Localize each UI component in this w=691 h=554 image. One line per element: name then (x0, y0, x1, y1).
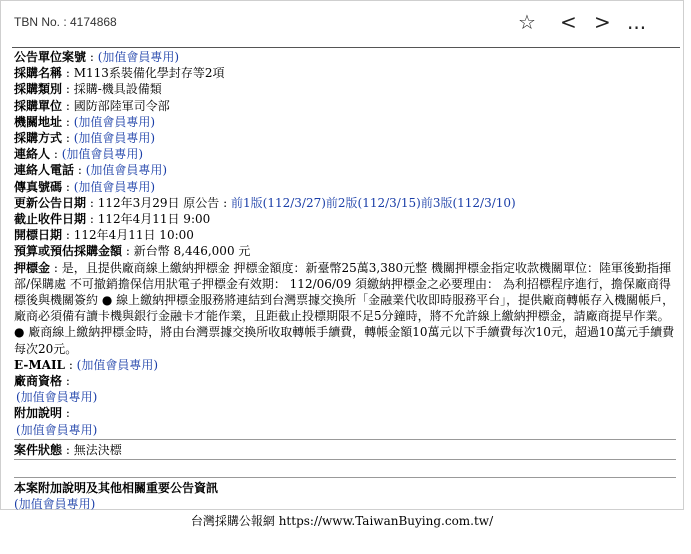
divider (14, 459, 676, 460)
row-qualification-value (14, 389, 676, 405)
label-remarks: 附加說明 (14, 406, 63, 421)
value-category: 採購-機具設備類 (73, 82, 162, 97)
value-opening: 112年4月11日 10:00 (73, 228, 194, 243)
value-updated: 112年3月29日 原公告 : (97, 195, 228, 210)
row-related (14, 480, 676, 496)
row-fax: 傳真號碼 : (加值會員專用) (14, 179, 156, 194)
link-email[interactable]: (加值會員專用) (76, 357, 159, 372)
link-method[interactable]: (加值會員專用) (73, 131, 156, 146)
value-name: M113系裝備化學封存等2項 (73, 66, 225, 81)
label-updated: 更新公告日期 (14, 195, 87, 210)
row-phone: 連絡人電話 : (加值會員專用) (14, 163, 168, 178)
row-qualification: 廠商資格 : (14, 374, 70, 389)
row-remarks: 附加說明 : (14, 406, 70, 421)
label-address: 機關地址 (14, 114, 63, 129)
link-phone[interactable]: (加值會員專用) (85, 163, 168, 178)
row-related-value (14, 496, 676, 512)
link-version-1[interactable]: 前1版(112/3/27) (231, 195, 326, 210)
link-address[interactable]: (加值會員專用) (73, 114, 156, 129)
label-name: 採購名稱 (14, 66, 63, 81)
label-budget: 預算或預估採購金額 (14, 244, 123, 259)
label-deposit: 押標金 (14, 260, 51, 275)
footer: 台灣採購公報網 https://www.TaiwanBuying.com.tw/ (190, 514, 494, 528)
link-remarks[interactable]: (加值會員專用) (16, 422, 98, 437)
label-category: 採購類別 (14, 82, 63, 97)
value-deadline: 112年4月11日 9:00 (97, 212, 211, 227)
row-opening: 開標日期 : 112年4月11日 10:00 (14, 228, 194, 243)
star-icon[interactable]: ☆ (518, 10, 536, 34)
label-related: 本案附加說明及其他相關重要公告資訊 (14, 481, 219, 496)
row-method: 採購方式 : (加值會員專用) (14, 131, 156, 146)
label-status: 案件狀態 (14, 442, 63, 457)
value-budget: 新台幣 8,446,000 元 (133, 244, 251, 259)
value-status: 無法決標 (73, 442, 122, 457)
row-remarks-value (14, 422, 676, 438)
label-agency: 公告單位案號 (14, 50, 87, 64)
divider (14, 477, 676, 478)
label-unit: 採購單位 (14, 98, 63, 113)
link-version-3[interactable]: 前3版(112/3/10) (420, 195, 516, 210)
value-deposit: 是，且提供廠商線上繳納押標金 押標金額度：新臺幣25萬3,380元整 機關押標金指定收款機關單位：陸軍後勤指揮部/保購處 不可撤銷擔保信用狀電子押標金有效期： 112/06/09 須繳納押標金之必要理由： 為利招標程序進行，擔保廠商得標後與機關簽約 ● 線上繳納押標金服務將連結到台灣票據交換所「金融業代收即時服務平台」，提供廠商轉帳存入機關帳戶，廠商必須備有讀卡機與銀行金融卡才能作業，且距截止投標期限不足5分鐘時，將不允許線上繳納押標金，請廠商提早作業。 ● 廠商線上繳納押標金時，將由台灣票據交換所收取轉帳手續費，轉帳金額10萬元以下手續費每次10元，超過10萬元手續費每次20元。 (14, 260, 675, 356)
link-agency[interactable]: (加值會員專用) (97, 50, 180, 64)
row-budget: 預算或預估採購金額 : 新台幣 8,446,000 元 (14, 244, 251, 259)
row-email: E-MAIL : (加值會員專用) (14, 357, 159, 372)
label-qualification: 廠商資格 (14, 374, 63, 389)
row-unit: 採購單位 : 國防部陸軍司令部 (14, 98, 170, 113)
link-related[interactable]: (加值會員專用) (14, 497, 96, 512)
label-contact: 連絡人 (14, 147, 51, 162)
link-contact[interactable]: (加值會員專用) (61, 147, 144, 162)
top-divider (12, 47, 680, 48)
link-version-2[interactable]: 前2版(112/3/15) (325, 195, 421, 210)
label-phone: 連絡人電話 (14, 163, 75, 178)
row-deadline: 截止收件日期 : 112年4月11日 9:00 (14, 212, 211, 227)
more-icon[interactable]: ... (627, 10, 647, 34)
row-address: 機關地址 : (加值會員專用) (14, 114, 156, 129)
label-email: E-MAIL (14, 357, 65, 372)
label-method: 採購方式 (14, 131, 63, 146)
next-icon[interactable]: > (594, 10, 611, 34)
tbn-number: TBN No. : 4174868 (14, 15, 117, 29)
row-name: 採購名稱 : M113系裝備化學封存等2項 (14, 66, 225, 81)
row-category: 採購類別 : 採購-機具設備類 (14, 82, 162, 97)
divider (14, 439, 676, 440)
link-fax[interactable]: (加值會員專用) (73, 179, 156, 194)
link-qualification[interactable]: (加值會員專用) (16, 390, 98, 405)
row-contact: 連絡人 : (加值會員專用) (14, 147, 144, 162)
header-bar (14, 10, 674, 36)
row-deposit: 押標金 : 是，且提供廠商線上繳納押標金 押標金額度：新臺幣25萬3,380元整 機關押標金指定收款機關單位：陸軍後勤指揮部/保購處 不可撤銷擔保信用狀電子押標金有效期： 112/06/09 須繳納押標金之必要理由： 為利招標程序進行，擔保廠商得標後與機關簽約 ● 線上繳納押標金服務將連結到台灣票據交換所「金融業代收即時服務平台」，提供廠商轉帳存入機關帳戶，廠商必須備有讀卡機與銀行金融卡才能作業，且距截止投標期限不足5分鐘時，將不允許線上繳納押標金，請廠商提早作業。 ● 廠商線上繳納押標金時，將由台灣票據交換所收取轉帳手續費，轉帳金額10萬元以下手續費每次10元，超過10萬元手續費每次20元。 (14, 260, 675, 356)
label-fax: 傳真號碼 (14, 179, 63, 194)
prev-icon[interactable]: < (560, 10, 577, 34)
row-updated: 更新公告日期 : 112年3月29日 原公告 : 前1版(112/3/27)前2版(112/3/15)前3版(112/3/10) (14, 195, 516, 210)
spacer (14, 462, 676, 476)
value-unit: 國防部陸軍司令部 (73, 98, 170, 113)
row-agency: 公告單位案號 : (加值會員專用) (14, 50, 180, 64)
tender-details (14, 49, 676, 512)
row-status: 案件狀態 : 無法決標 (14, 442, 122, 457)
label-deadline: 截止收件日期 (14, 212, 87, 227)
label-opening: 開標日期 (14, 228, 63, 243)
